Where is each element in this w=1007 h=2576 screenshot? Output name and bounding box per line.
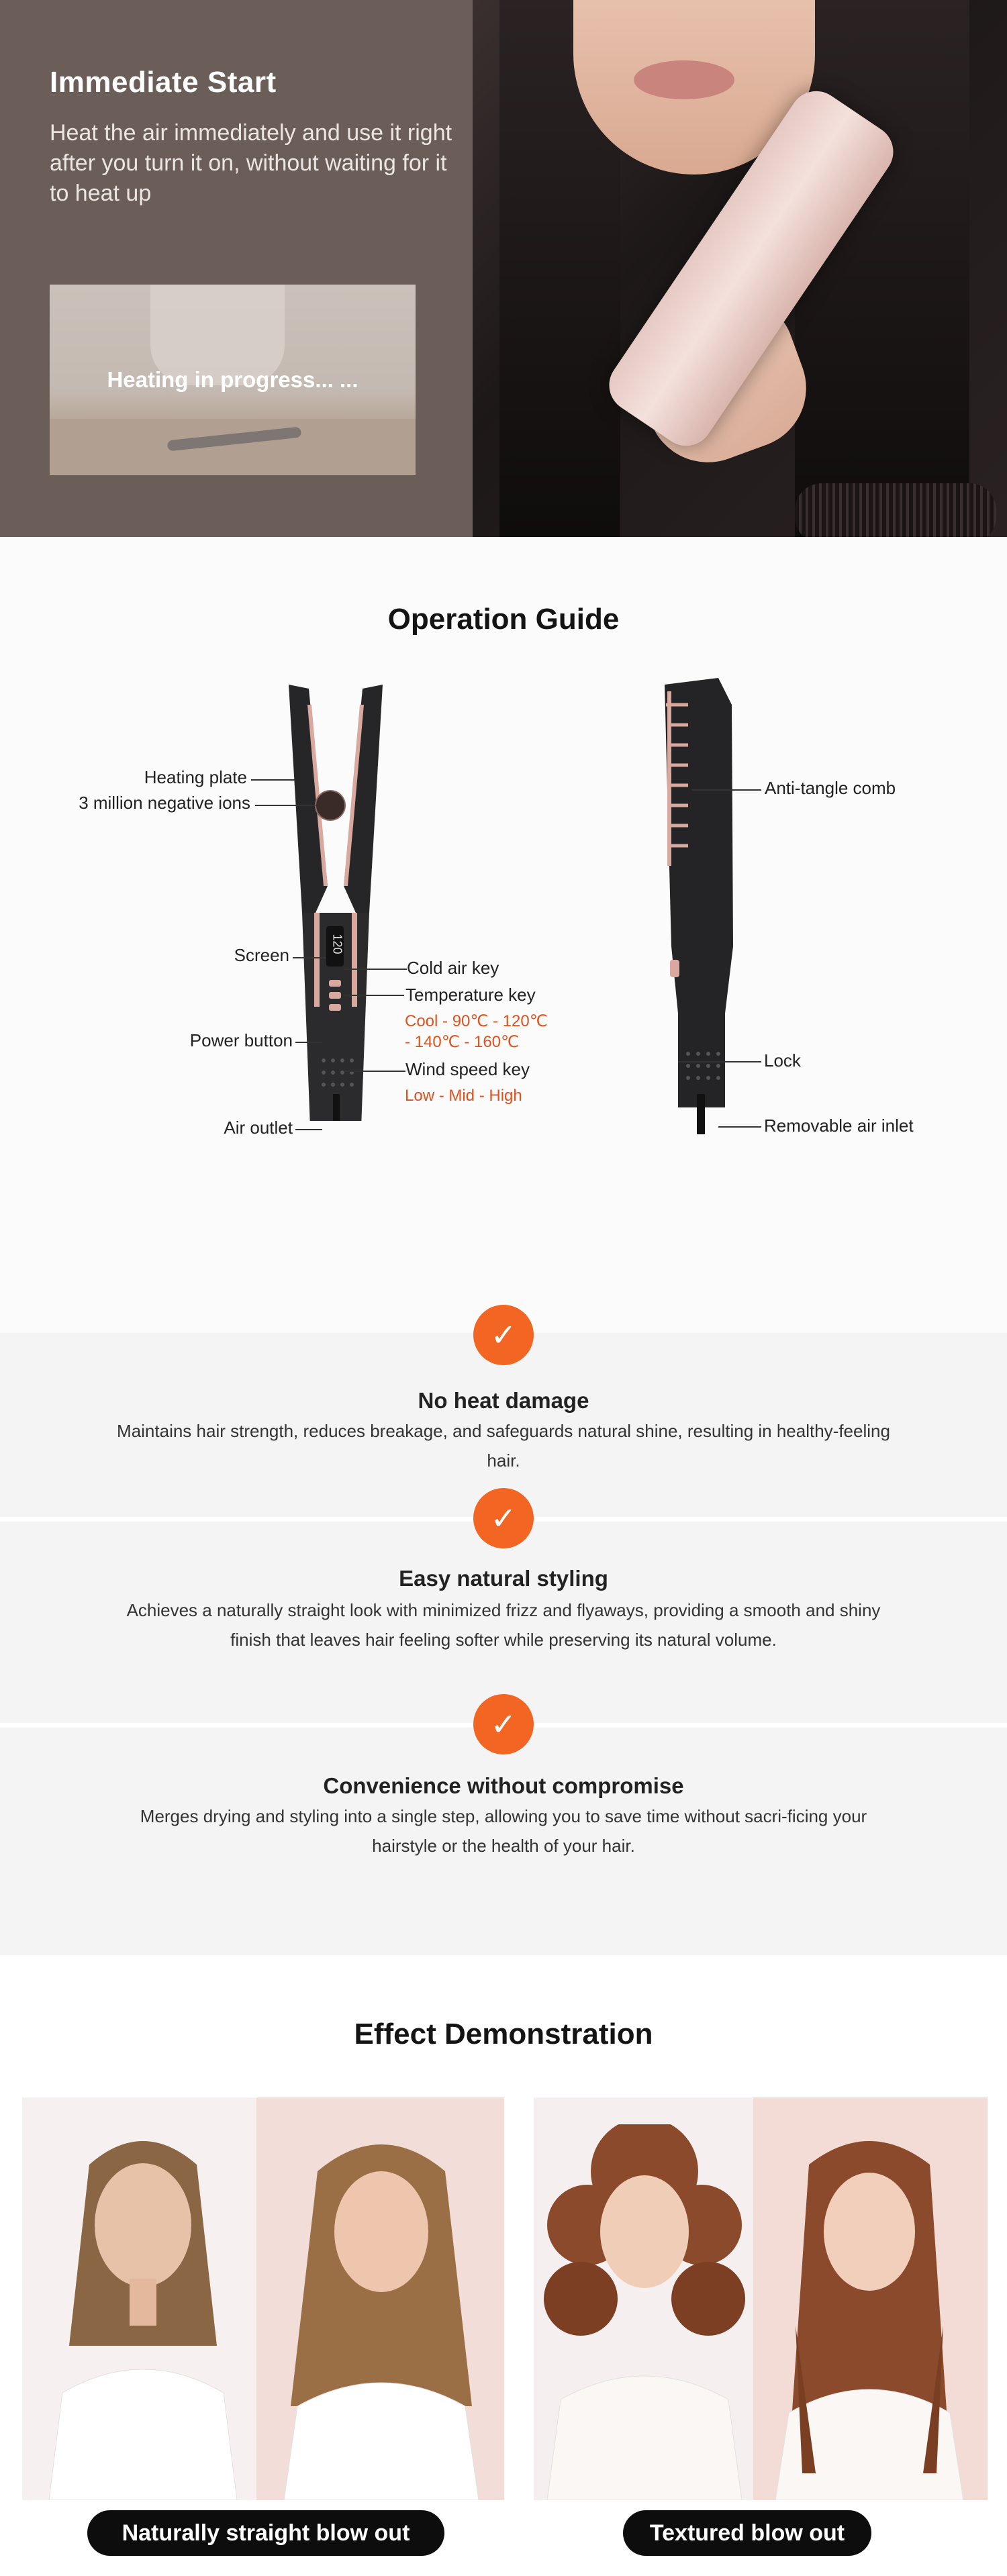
checkmark-icon: ✓ [473, 1488, 534, 1548]
label-cold-air-key: Cold air key [407, 958, 499, 978]
leader-line [293, 957, 326, 958]
effect-title: Effect Demonstration [354, 2018, 653, 2050]
label-temperature-key: Temperature key [405, 985, 536, 1005]
device-front-view [275, 685, 396, 1121]
leader-line [251, 779, 295, 781]
feature-description: Merges drying and styling into a single step, allowing you to save time without sacri-ficing your hairstyle or the health of your hair. [140, 1806, 867, 1856]
label-negative-ions: 3 million negative ions [79, 793, 250, 813]
before-after-straight-image [22, 2097, 504, 2500]
leader-line [344, 995, 404, 996]
leader-line [255, 805, 316, 806]
label-anti-tangle-comb: Anti-tangle comb [765, 778, 896, 798]
feature-title: No heat damage [418, 1388, 589, 1413]
heating-demo-image [50, 285, 416, 475]
feature-title: Easy natural styling [399, 1566, 608, 1591]
label-screen: Screen [234, 945, 289, 965]
feature-description: Achieves a naturally straight look with minimized frizz and flyaways, providing a smooth and shiny finish that leaves hair feeling softer while preserving its natural volume. [126, 1600, 881, 1650]
model-after-portrait [271, 2124, 492, 2500]
checkmark-icon: ✓ [473, 1694, 534, 1754]
brush-bristles [795, 483, 996, 537]
feature-title: Convenience without compromise [323, 1773, 684, 1798]
hero-title: Immediate Start [50, 66, 277, 99]
leader-line [691, 789, 761, 791]
textured-blowout-label: Textured blow out [623, 2510, 871, 2556]
feature-easy-natural-styling [0, 1501, 1007, 1723]
label-lock: Lock [764, 1050, 801, 1071]
wind-speed-values: Low - Mid - High [405, 1087, 522, 1105]
before-after-textured-image [534, 2097, 988, 2500]
temperature-values-line2: - 140℃ - 160℃ [405, 1033, 519, 1051]
leader-line [344, 969, 407, 970]
hero-section [0, 0, 1007, 537]
model-lips [634, 60, 734, 99]
heating-status-text: Heating in progress... ... [107, 367, 358, 392]
hero-text-panel [0, 0, 473, 537]
naturally-straight-label: Naturally straight blow out [87, 2510, 444, 2556]
effect-demonstration-section [0, 1955, 1007, 2576]
model-curly-portrait [540, 2124, 749, 2500]
operation-guide-title: Operation Guide [387, 603, 620, 636]
hero-subtitle: Heat the air immediately and use it right after you turn it on, without waiting for it to heat up [50, 120, 452, 206]
label-power-button: Power button [189, 1030, 293, 1050]
label-heating-plate: Heating plate [144, 767, 247, 787]
leader-line [344, 1071, 405, 1072]
temperature-values-line1: Cool - 90℃ - 120℃ [405, 1012, 548, 1030]
label-removable-air-inlet: Removable air inlet [764, 1116, 914, 1136]
feature-description: Maintains hair strength, reduces breakage, and safeguards natural shine, resulting in healthy-feeling hair. [117, 1421, 890, 1471]
label-wind-speed-key: Wind speed key [405, 1059, 530, 1079]
leader-line [295, 1129, 322, 1130]
screen-reading: 120 [330, 934, 344, 954]
hero-product-photo [473, 0, 1007, 537]
device-side-view [658, 678, 738, 1134]
checkmark-icon: ✓ [473, 1305, 534, 1365]
leader-line [678, 1061, 761, 1062]
model-before-portrait [36, 2124, 250, 2500]
leader-line [718, 1126, 761, 1128]
operation-guide-section [0, 537, 1007, 1333]
label-air-outlet: Air outlet [224, 1118, 293, 1138]
feature-convenience [0, 1707, 1007, 1955]
model-straight-portrait [755, 2124, 984, 2500]
leader-line [295, 1042, 322, 1043]
